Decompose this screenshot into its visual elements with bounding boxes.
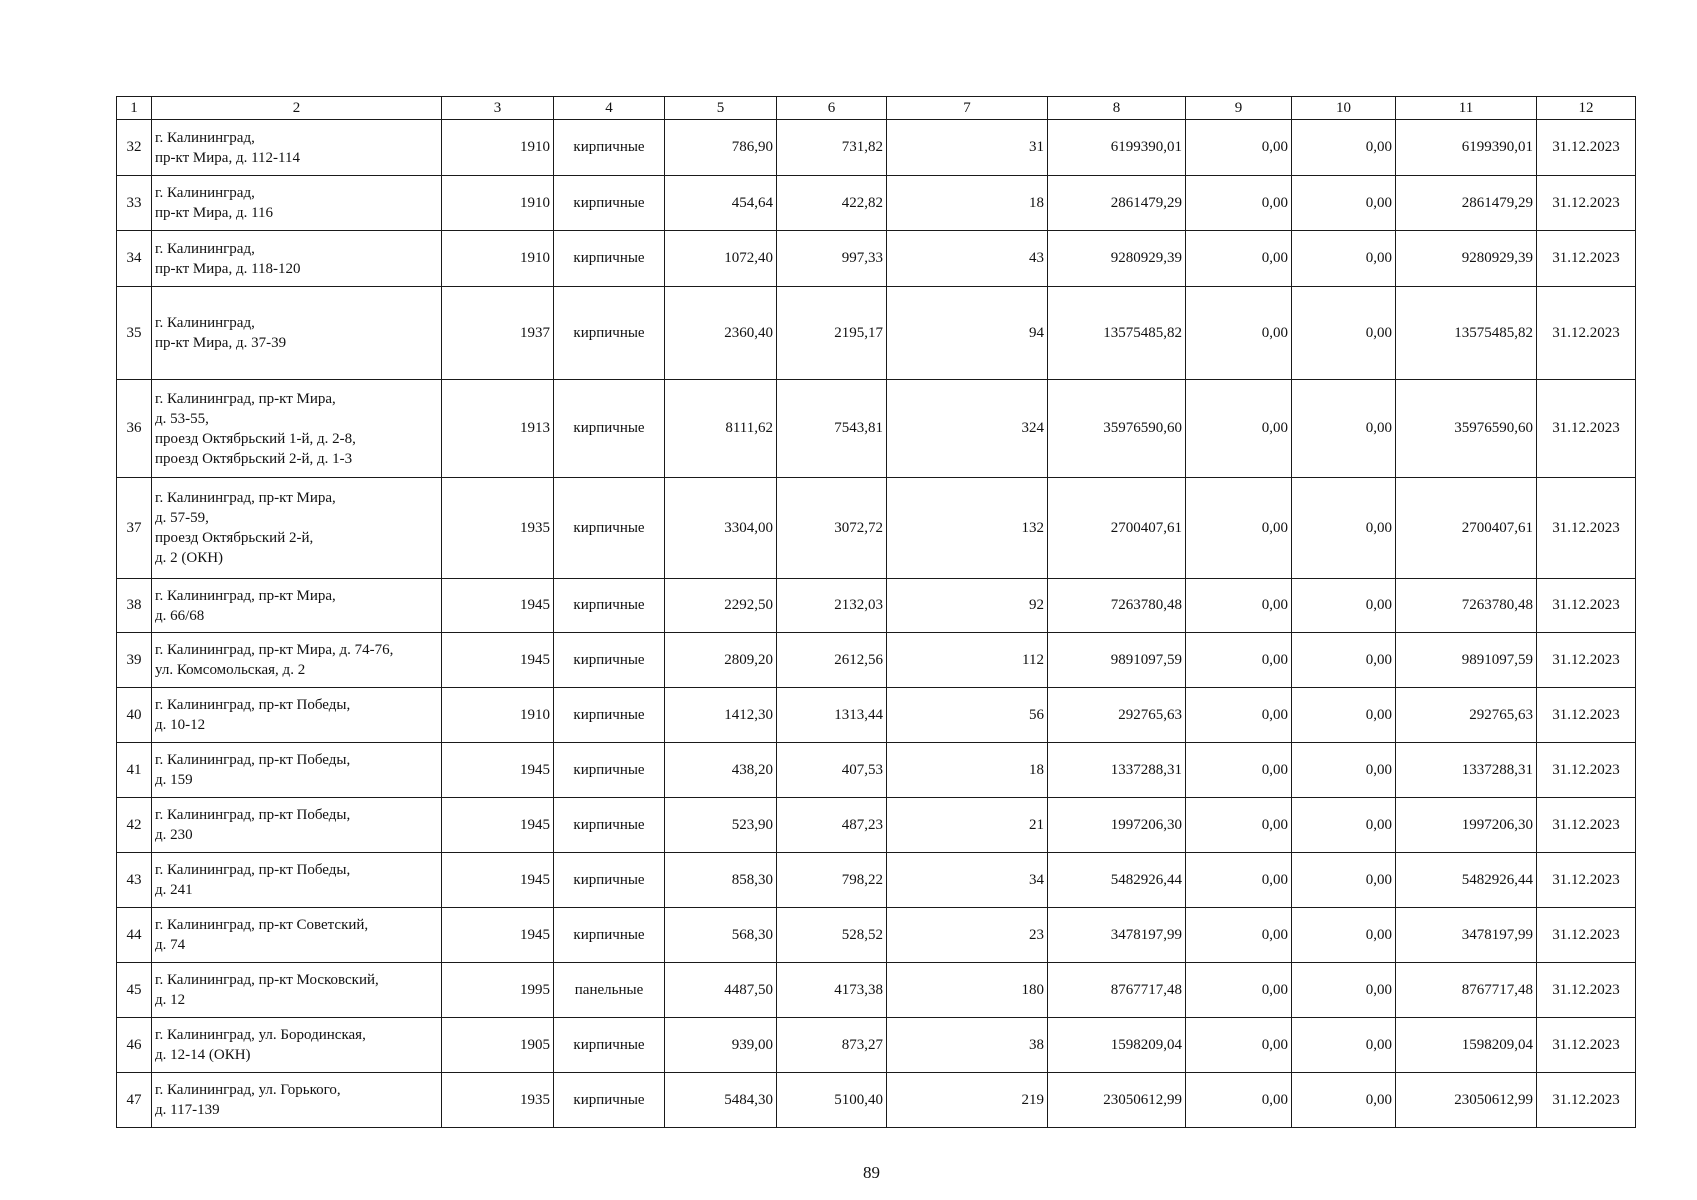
row-number: 47 [117, 1073, 152, 1128]
col8-value: 5482926,44 [1048, 853, 1186, 908]
col9-value: 0,00 [1186, 1073, 1292, 1128]
column-header: 1 [117, 97, 152, 120]
col10-value: 0,00 [1292, 853, 1396, 908]
col11-value: 1337288,31 [1396, 743, 1537, 798]
building-address: г. Калининград, пр-кт Победы, д. 241 [152, 853, 442, 908]
col5-value: 2809,20 [665, 633, 777, 688]
table-row [117, 1018, 1636, 1073]
col6-value: 731,82 [777, 120, 887, 176]
col9-value: 0,00 [1186, 798, 1292, 853]
table-row [117, 231, 1636, 287]
column-header: 6 [777, 97, 887, 120]
col6-value: 4173,38 [777, 963, 887, 1018]
table-row [117, 120, 1636, 176]
row-number: 39 [117, 633, 152, 688]
col8-value: 35976590,60 [1048, 380, 1186, 478]
column-header: 2 [152, 97, 442, 120]
col8-value: 7263780,48 [1048, 579, 1186, 633]
building-address: г. Калининград, пр-кт Мира, д. 66/68 [152, 579, 442, 633]
col7-value: 324 [887, 380, 1048, 478]
page-number: 89 [863, 1163, 880, 1182]
row-number: 45 [117, 963, 152, 1018]
wall-material: кирпичные [554, 908, 665, 963]
table-row [117, 579, 1636, 633]
build-year: 1945 [442, 743, 554, 798]
col9-value: 0,00 [1186, 853, 1292, 908]
wall-material: кирпичные [554, 176, 665, 231]
column-header: 9 [1186, 97, 1292, 120]
deadline-date: 31.12.2023 [1537, 688, 1636, 743]
col11-value: 2861479,29 [1396, 176, 1537, 231]
row-number: 42 [117, 798, 152, 853]
wall-material: кирпичные [554, 853, 665, 908]
col5-value: 8111,62 [665, 380, 777, 478]
col9-value: 0,00 [1186, 1018, 1292, 1073]
col7-value: 34 [887, 853, 1048, 908]
deadline-date: 31.12.2023 [1537, 120, 1636, 176]
col5-value: 5484,30 [665, 1073, 777, 1128]
deadline-date: 31.12.2023 [1537, 853, 1636, 908]
col10-value: 0,00 [1292, 688, 1396, 743]
column-header: 7 [887, 97, 1048, 120]
col8-value: 292765,63 [1048, 688, 1186, 743]
column-header: 10 [1292, 97, 1396, 120]
col9-value: 0,00 [1186, 120, 1292, 176]
col8-value: 3478197,99 [1048, 908, 1186, 963]
col9-value: 0,00 [1186, 231, 1292, 287]
col9-value: 0,00 [1186, 287, 1292, 380]
col7-value: 23 [887, 908, 1048, 963]
col11-value: 292765,63 [1396, 688, 1537, 743]
col5-value: 2292,50 [665, 579, 777, 633]
build-year: 1945 [442, 798, 554, 853]
row-number: 41 [117, 743, 152, 798]
wall-material: кирпичные [554, 579, 665, 633]
col11-value: 6199390,01 [1396, 120, 1537, 176]
col6-value: 1313,44 [777, 688, 887, 743]
col7-value: 219 [887, 1073, 1048, 1128]
col8-value: 23050612,99 [1048, 1073, 1186, 1128]
table-row [117, 380, 1636, 478]
building-address: г. Калининград, пр-кт Советский, д. 74 [152, 908, 442, 963]
col9-value: 0,00 [1186, 688, 1292, 743]
col8-value: 9891097,59 [1048, 633, 1186, 688]
col9-value: 0,00 [1186, 478, 1292, 579]
table-row [117, 633, 1636, 688]
col7-value: 18 [887, 176, 1048, 231]
table-row [117, 853, 1636, 908]
table-row [117, 688, 1636, 743]
column-header: 4 [554, 97, 665, 120]
col10-value: 0,00 [1292, 963, 1396, 1018]
build-year: 1905 [442, 1018, 554, 1073]
col10-value: 0,00 [1292, 908, 1396, 963]
row-number: 44 [117, 908, 152, 963]
col10-value: 0,00 [1292, 579, 1396, 633]
table-row [117, 287, 1636, 380]
col7-value: 180 [887, 963, 1048, 1018]
building-address: г. Калининград, пр-кт Московский, д. 12 [152, 963, 442, 1018]
col5-value: 858,30 [665, 853, 777, 908]
col5-value: 2360,40 [665, 287, 777, 380]
deadline-date: 31.12.2023 [1537, 908, 1636, 963]
col6-value: 997,33 [777, 231, 887, 287]
col7-value: 56 [887, 688, 1048, 743]
wall-material: кирпичные [554, 743, 665, 798]
building-address: г. Калининград, пр-кт Победы, д. 230 [152, 798, 442, 853]
col7-value: 21 [887, 798, 1048, 853]
col11-value: 35976590,60 [1396, 380, 1537, 478]
wall-material: кирпичные [554, 633, 665, 688]
row-number: 33 [117, 176, 152, 231]
col11-value: 2700407,61 [1396, 478, 1537, 579]
col9-value: 0,00 [1186, 579, 1292, 633]
deadline-date: 31.12.2023 [1537, 287, 1636, 380]
col6-value: 2132,03 [777, 579, 887, 633]
deadline-date: 31.12.2023 [1537, 963, 1636, 1018]
col8-value: 13575485,82 [1048, 287, 1186, 380]
col7-value: 43 [887, 231, 1048, 287]
column-header: 12 [1537, 97, 1636, 120]
col11-value: 9280929,39 [1396, 231, 1537, 287]
building-address: г. Калининград, пр-кт Мира, д. 112-114 [152, 120, 442, 176]
col5-value: 939,00 [665, 1018, 777, 1073]
col10-value: 0,00 [1292, 1018, 1396, 1073]
col7-value: 18 [887, 743, 1048, 798]
col5-value: 438,20 [665, 743, 777, 798]
build-year: 1945 [442, 908, 554, 963]
building-address: г. Калининград, пр-кт Мира, д. 57-59, проезд Октябрьский 2-й, д. 2 (ОКН) [152, 478, 442, 579]
col7-value: 31 [887, 120, 1048, 176]
col10-value: 0,00 [1292, 798, 1396, 853]
wall-material: кирпичные [554, 688, 665, 743]
deadline-date: 31.12.2023 [1537, 176, 1636, 231]
building-address: г. Калининград, пр-кт Победы, д. 159 [152, 743, 442, 798]
wall-material: кирпичные [554, 380, 665, 478]
wall-material: панельные [554, 963, 665, 1018]
col10-value: 0,00 [1292, 231, 1396, 287]
column-header: 8 [1048, 97, 1186, 120]
wall-material: кирпичные [554, 120, 665, 176]
col5-value: 454,64 [665, 176, 777, 231]
row-number: 35 [117, 287, 152, 380]
col10-value: 0,00 [1292, 1073, 1396, 1128]
build-year: 1945 [442, 853, 554, 908]
building-address: г. Калининград, пр-кт Мира, д. 118-120 [152, 231, 442, 287]
col5-value: 1072,40 [665, 231, 777, 287]
col11-value: 3478197,99 [1396, 908, 1537, 963]
deadline-date: 31.12.2023 [1537, 798, 1636, 853]
header-row [117, 97, 1636, 120]
col11-value: 23050612,99 [1396, 1073, 1537, 1128]
build-year: 1913 [442, 380, 554, 478]
wall-material: кирпичные [554, 1073, 665, 1128]
row-number: 38 [117, 579, 152, 633]
building-address: г. Калининград, ул. Горького, д. 117-139 [152, 1073, 442, 1128]
col8-value: 8767717,48 [1048, 963, 1186, 1018]
col11-value: 13575485,82 [1396, 287, 1537, 380]
col6-value: 2612,56 [777, 633, 887, 688]
build-year: 1937 [442, 287, 554, 380]
building-address: г. Калининград, ул. Бородинская, д. 12-14 (ОКН) [152, 1018, 442, 1073]
row-number: 32 [117, 120, 152, 176]
col6-value: 5100,40 [777, 1073, 887, 1128]
col11-value: 9891097,59 [1396, 633, 1537, 688]
build-year: 1935 [442, 478, 554, 579]
row-number: 34 [117, 231, 152, 287]
col8-value: 1997206,30 [1048, 798, 1186, 853]
col9-value: 0,00 [1186, 743, 1292, 798]
col6-value: 407,53 [777, 743, 887, 798]
col8-value: 2700407,61 [1048, 478, 1186, 579]
building-address: г. Калининград, пр-кт Мира, д. 74-76, ул. Комсомольская, д. 2 [152, 633, 442, 688]
col8-value: 6199390,01 [1048, 120, 1186, 176]
col7-value: 132 [887, 478, 1048, 579]
column-header: 5 [665, 97, 777, 120]
col9-value: 0,00 [1186, 176, 1292, 231]
deadline-date: 31.12.2023 [1537, 633, 1636, 688]
col9-value: 0,00 [1186, 380, 1292, 478]
build-year: 1945 [442, 633, 554, 688]
wall-material: кирпичные [554, 231, 665, 287]
table-row [117, 743, 1636, 798]
row-number: 40 [117, 688, 152, 743]
wall-material: кирпичные [554, 1018, 665, 1073]
col9-value: 0,00 [1186, 908, 1292, 963]
col10-value: 0,00 [1292, 120, 1396, 176]
col10-value: 0,00 [1292, 633, 1396, 688]
col11-value: 1997206,30 [1396, 798, 1537, 853]
col6-value: 487,23 [777, 798, 887, 853]
col6-value: 422,82 [777, 176, 887, 231]
build-year: 1910 [442, 688, 554, 743]
col5-value: 1412,30 [665, 688, 777, 743]
col7-value: 92 [887, 579, 1048, 633]
col5-value: 4487,50 [665, 963, 777, 1018]
deadline-date: 31.12.2023 [1537, 1073, 1636, 1128]
col6-value: 873,27 [777, 1018, 887, 1073]
table-row [117, 798, 1636, 853]
building-address: г. Калининград, пр-кт Мира, д. 116 [152, 176, 442, 231]
col11-value: 5482926,44 [1396, 853, 1537, 908]
col7-value: 94 [887, 287, 1048, 380]
build-year: 1995 [442, 963, 554, 1018]
row-number: 37 [117, 478, 152, 579]
deadline-date: 31.12.2023 [1537, 743, 1636, 798]
build-year: 1935 [442, 1073, 554, 1128]
col10-value: 0,00 [1292, 743, 1396, 798]
col6-value: 7543,81 [777, 380, 887, 478]
col10-value: 0,00 [1292, 478, 1396, 579]
build-year: 1910 [442, 231, 554, 287]
table-row [117, 478, 1636, 579]
col5-value: 568,30 [665, 908, 777, 963]
deadline-date: 31.12.2023 [1537, 231, 1636, 287]
col11-value: 1598209,04 [1396, 1018, 1537, 1073]
wall-material: кирпичные [554, 287, 665, 380]
row-number: 43 [117, 853, 152, 908]
table-row [117, 908, 1636, 963]
table-row [117, 1073, 1636, 1128]
col10-value: 0,00 [1292, 287, 1396, 380]
col7-value: 112 [887, 633, 1048, 688]
col10-value: 0,00 [1292, 176, 1396, 231]
col8-value: 2861479,29 [1048, 176, 1186, 231]
build-year: 1910 [442, 120, 554, 176]
building-address: г. Калининград, пр-кт Победы, д. 10-12 [152, 688, 442, 743]
col6-value: 528,52 [777, 908, 887, 963]
col5-value: 3304,00 [665, 478, 777, 579]
deadline-date: 31.12.2023 [1537, 478, 1636, 579]
col9-value: 0,00 [1186, 633, 1292, 688]
column-header: 3 [442, 97, 554, 120]
col11-value: 7263780,48 [1396, 579, 1537, 633]
table-row [117, 963, 1636, 1018]
col5-value: 786,90 [665, 120, 777, 176]
deadline-date: 31.12.2023 [1537, 380, 1636, 478]
col11-value: 8767717,48 [1396, 963, 1537, 1018]
column-header: 11 [1396, 97, 1537, 120]
build-year: 1945 [442, 579, 554, 633]
col6-value: 2195,17 [777, 287, 887, 380]
wall-material: кирпичные [554, 478, 665, 579]
deadline-date: 31.12.2023 [1537, 579, 1636, 633]
col6-value: 798,22 [777, 853, 887, 908]
col5-value: 523,90 [665, 798, 777, 853]
col7-value: 38 [887, 1018, 1048, 1073]
col8-value: 1598209,04 [1048, 1018, 1186, 1073]
housing-registry-table [116, 96, 1636, 1128]
col9-value: 0,00 [1186, 963, 1292, 1018]
building-address: г. Калининград, пр-кт Мира, д. 53-55, проезд Октябрьский 1-й, д. 2-8, проезд Октябрьский 2-й, д. 1-3 [152, 380, 442, 478]
col8-value: 9280929,39 [1048, 231, 1186, 287]
col10-value: 0,00 [1292, 380, 1396, 478]
building-address: г. Калининград, пр-кт Мира, д. 37-39 [152, 287, 442, 380]
table-row [117, 176, 1636, 231]
col8-value: 1337288,31 [1048, 743, 1186, 798]
row-number: 46 [117, 1018, 152, 1073]
deadline-date: 31.12.2023 [1537, 1018, 1636, 1073]
row-number: 36 [117, 380, 152, 478]
wall-material: кирпичные [554, 798, 665, 853]
col6-value: 3072,72 [777, 478, 887, 579]
build-year: 1910 [442, 176, 554, 231]
